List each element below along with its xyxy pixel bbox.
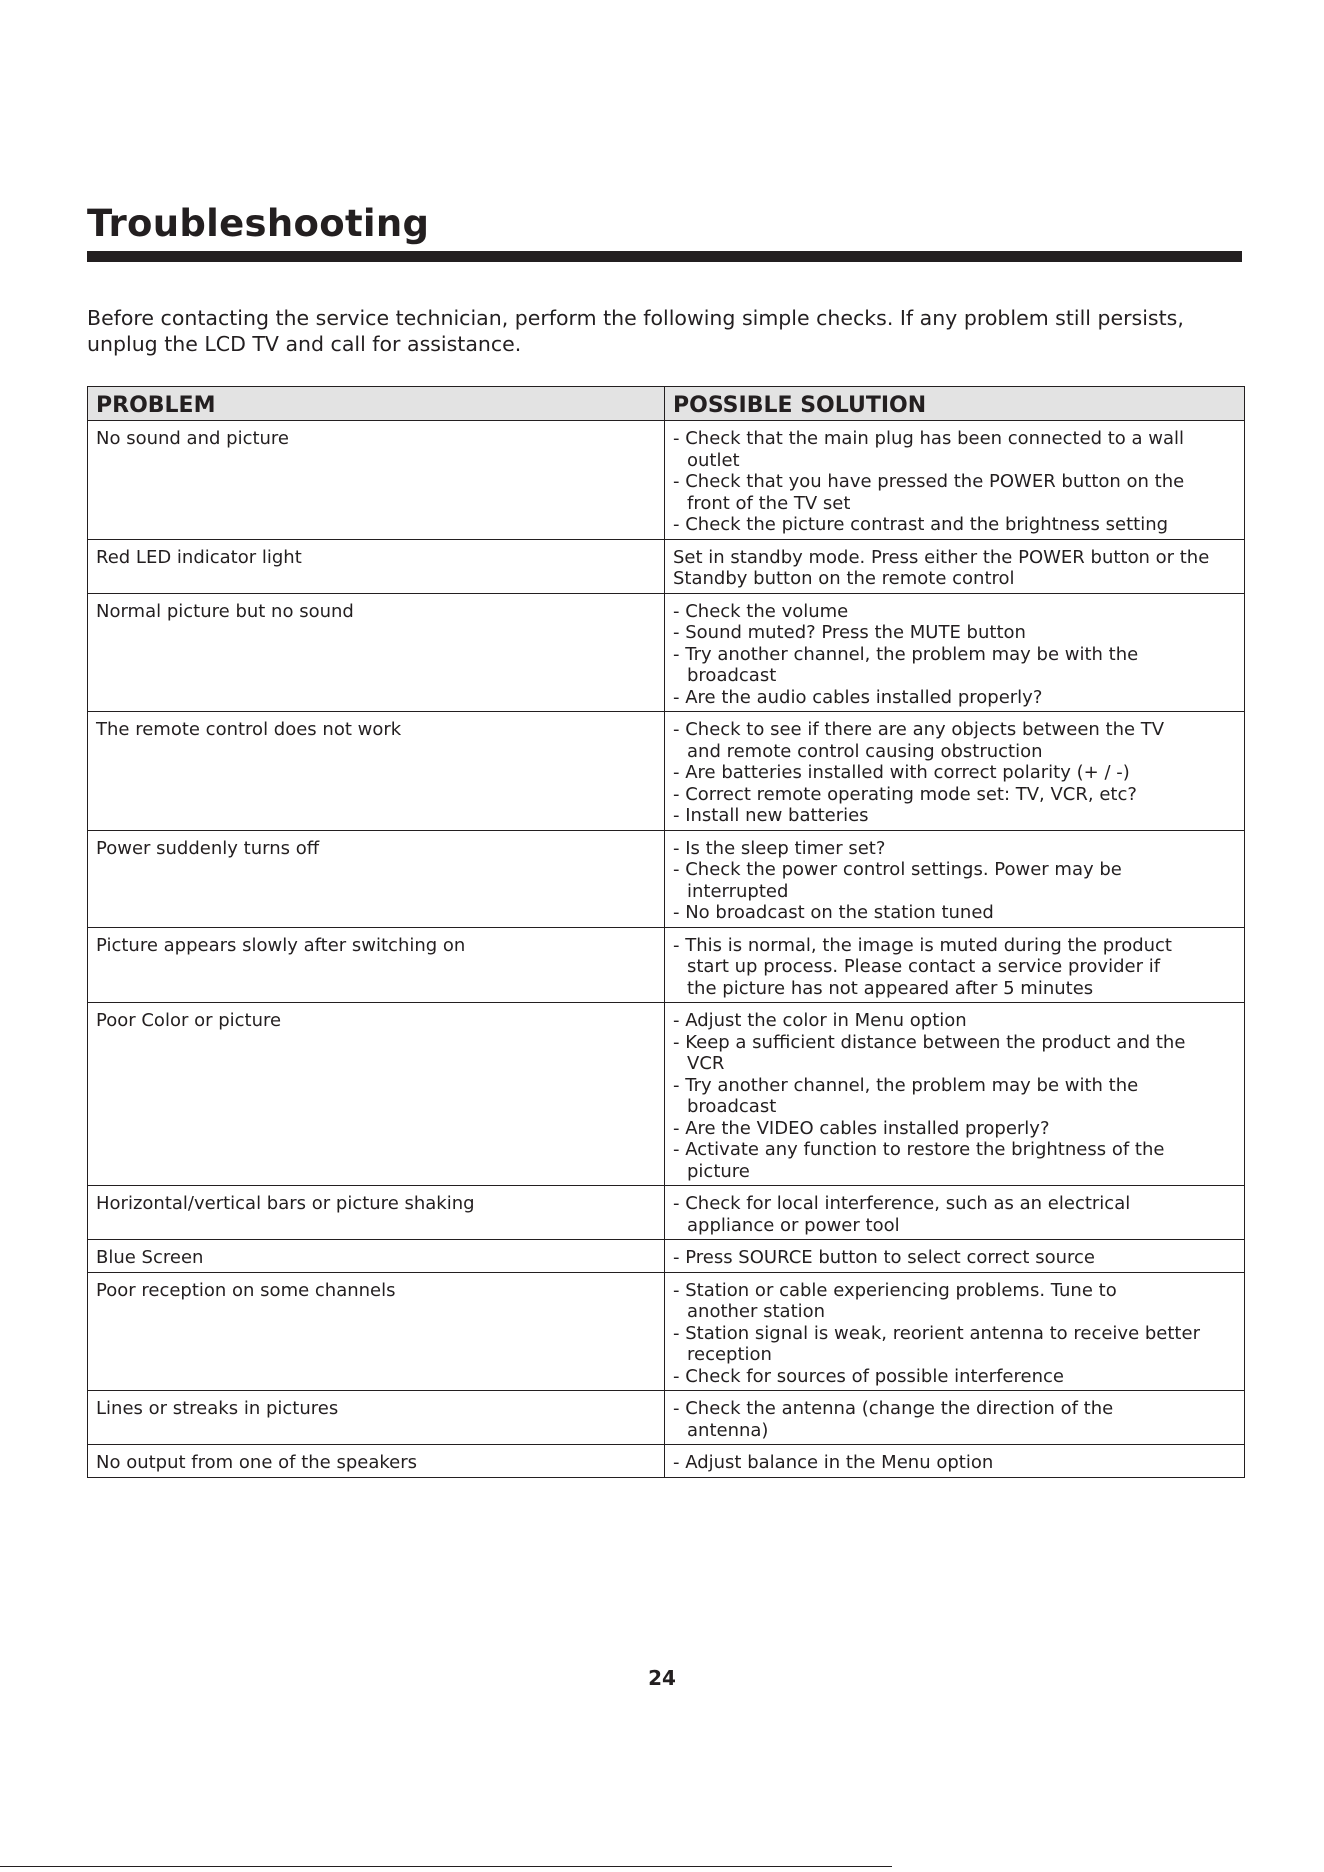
table-row	[88, 1240, 1245, 1273]
solution-item: - Check the power control settings. Power may be interrupted	[673, 859, 1122, 902]
solution-cell	[665, 1003, 1245, 1186]
solution-list	[673, 935, 1236, 1000]
solution-item: - Check the picture contrast and the brightness setting	[673, 514, 1169, 535]
solution-list	[673, 1010, 1236, 1182]
table-header-row	[88, 387, 1245, 421]
solution-item: - Keep a sufficient distance between the product and the VCR	[673, 1031, 1186, 1074]
solution-list	[673, 838, 1236, 924]
solution-item: - Adjust balance in the Menu option	[673, 1452, 994, 1473]
problem-cell: No sound and picture	[88, 421, 665, 540]
solution-column-header: POSSIBLE SOLUTION	[665, 387, 1245, 421]
solution-list	[673, 428, 1236, 536]
solution-item: - Station signal is weak, reorient antenna to receive better reception	[673, 1322, 1200, 1365]
page-number: 24	[648, 1666, 676, 1690]
solution-item: - Try another channel, the problem may be with the broadcast	[673, 1074, 1139, 1117]
table-row	[88, 1186, 1245, 1240]
solution-item: - Is the sleep timer set?	[673, 837, 886, 859]
problem-cell: Blue Screen	[88, 1240, 665, 1273]
solution-item: - Install new batteries	[673, 805, 869, 826]
solution-cell	[665, 421, 1245, 540]
solution-item: - Station or cable experiencing problems. Tune to another station	[673, 1279, 1117, 1322]
solution-item: - Check to see if there are any objects between the TV and remote control causing obstruction	[673, 719, 1165, 762]
solution-text: Set in standby mode. Press either the POWER button or the Standby button on the remote control	[673, 546, 1210, 589]
problem-column-header: PROBLEM	[88, 387, 665, 421]
problem-cell: Power suddenly turns off	[88, 830, 665, 927]
solution-cell	[665, 593, 1245, 712]
solution-item: - Adjust the color in Menu option	[673, 1010, 967, 1031]
table-row	[88, 539, 1245, 593]
solution-list	[673, 719, 1236, 827]
table-row	[88, 1391, 1245, 1445]
solution-item: - Are the VIDEO cables installed properly?	[673, 1117, 1050, 1139]
problem-cell: Horizontal/vertical bars or picture shaking	[88, 1186, 665, 1240]
table-row	[88, 1445, 1245, 1478]
solution-cell	[665, 1186, 1245, 1240]
solution-cell	[665, 1391, 1245, 1445]
page-title: Troubleshooting	[87, 202, 430, 245]
solution-item: - Are the audio cables installed properly?	[673, 686, 1043, 708]
solution-list	[673, 1247, 1236, 1269]
solution-list	[673, 601, 1236, 709]
problem-cell: Normal picture but no sound	[88, 593, 665, 712]
solution-item: - Check the volume	[673, 600, 849, 622]
solution-item: - Check for sources of possible interference	[673, 1365, 1064, 1387]
table-body	[88, 421, 1245, 1478]
solution-list	[673, 1193, 1236, 1236]
solution-item: - Sound muted? Press the MUTE button	[673, 622, 1026, 643]
solution-list	[673, 1398, 1236, 1441]
problem-cell: Lines or streaks in pictures	[88, 1391, 665, 1445]
solution-cell	[665, 712, 1245, 831]
solution-cell	[665, 1445, 1245, 1478]
problem-cell: Poor reception on some channels	[88, 1272, 665, 1391]
table-row	[88, 421, 1245, 540]
solution-item: - Check that you have pressed the POWER button on the front of the TV set	[673, 471, 1185, 514]
table-row	[88, 830, 1245, 927]
solution-item: - Check the antenna (change the direction of the antenna)	[673, 1398, 1114, 1441]
solution-item: - No broadcast on the station tuned	[673, 902, 994, 923]
table-row	[88, 593, 1245, 712]
solution-list	[673, 1280, 1236, 1388]
solution-cell	[665, 1240, 1245, 1273]
intro-paragraph: Before contacting the service technician, perform the following simple checks. If any problem still persists, unplug the LCD TV and call for assistance.	[87, 306, 1184, 356]
table-row	[88, 1003, 1245, 1186]
table-row	[88, 712, 1245, 831]
solution-item: - Are batteries installed with correct polarity (+ / -)	[673, 762, 1130, 783]
solution-item: - Activate any function to restore the brightness of the picture	[673, 1139, 1165, 1182]
table-row	[88, 927, 1245, 1003]
table-row	[88, 1272, 1245, 1391]
bottom-rule	[0, 1866, 892, 1867]
solution-item: - Try another channel, the problem may be with the broadcast	[673, 643, 1139, 686]
solution-cell	[665, 927, 1245, 1003]
solution-list	[673, 1452, 1236, 1474]
problem-cell: Red LED indicator light	[88, 539, 665, 593]
solution-item: - Check for local interference, such as an electrical appliance or power tool	[673, 1193, 1131, 1236]
solution-cell	[665, 1272, 1245, 1391]
title-rule	[87, 251, 1242, 262]
solution-cell	[665, 539, 1245, 593]
solution-item: - This is normal, the image is muted during the product start up process. Please contact a service provider if the picture has not appeared after 5 minutes	[673, 934, 1172, 999]
solution-cell	[665, 830, 1245, 927]
solution-item: - Press SOURCE button to select correct source	[673, 1247, 1095, 1268]
solution-item: - Check that the main plug has been connected to a wall outlet	[673, 428, 1185, 471]
problem-cell: Poor Color or picture	[88, 1003, 665, 1186]
problem-cell: The remote control does not work	[88, 712, 665, 831]
problem-cell: Picture appears slowly after switching on	[88, 927, 665, 1003]
problem-cell: No output from one of the speakers	[88, 1445, 665, 1478]
solution-item: - Correct remote operating mode set: TV, VCR, etc?	[673, 783, 1137, 805]
troubleshooting-table	[87, 386, 1245, 1478]
